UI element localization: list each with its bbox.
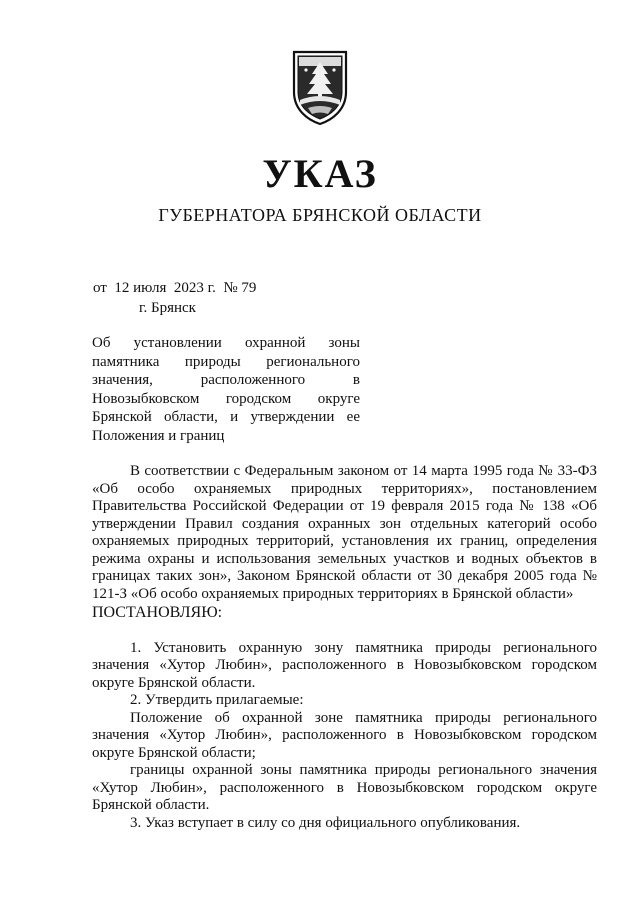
decree-subject: Об установлении охранной зоны памятника природы регионального значения, расположенного в Новозыбковском городском округе Брянской области, и утверждении ее Положения и границ — [92, 335, 360, 444]
preamble-paragraph: В соответствии с Федеральным законом от 14 марта 1995 года № 33-ФЗ «Об особо охраняемых природных территориях», постановлением Правительства Российской Федерации от 19 февраля 2015 года № 138 «Об утверждении Правил создания охранных зон отдельных категорий особо охраняемых природных территорий, установления их границ, определения режима охраны и использования земельных участков и водных объектов в границах таких зон», Законом Брянской области от 30 декабря 2005 года № 121-З «Об особо охраняемых природных территориях в Брянской области» — [92, 463, 597, 602]
item-1: 1. Установить охранную зону памятника природы регионального значения «Хутор Любин», расположенного в Новозыбковском городском округе Брянской области. — [92, 639, 597, 691]
coat-of-arms-icon — [288, 48, 352, 126]
document-title: УКАЗ — [262, 151, 378, 196]
decree-body — [92, 463, 597, 832]
decree-city: г. Брянск — [139, 300, 196, 316]
document-subtitle: ГУБЕРНАТОРА БРЯНСКОЙ ОБЛАСТИ — [158, 205, 482, 225]
decree-keyword: ПОСТАНОВЛЯЮ: — [92, 604, 223, 621]
item-2b: границы охранной зоны памятника природы регионального значения «Хутор Любин», расположенного в Новозыбковском городском округе Брянской области. — [92, 762, 597, 813]
item-2a: Положение об охранной зоне памятника природы регионального значения «Хутор Любин», расположенного в Новозыбковском городском округе Брянской области; — [92, 709, 597, 761]
decree-date-number: от 12 июля 2023 г. № 79 — [93, 280, 257, 296]
item-2: 2. Утвердить прилагаемые: — [130, 692, 304, 708]
item-3: 3. Указ вступает в силу со дня официального опубликования. — [130, 814, 521, 831]
